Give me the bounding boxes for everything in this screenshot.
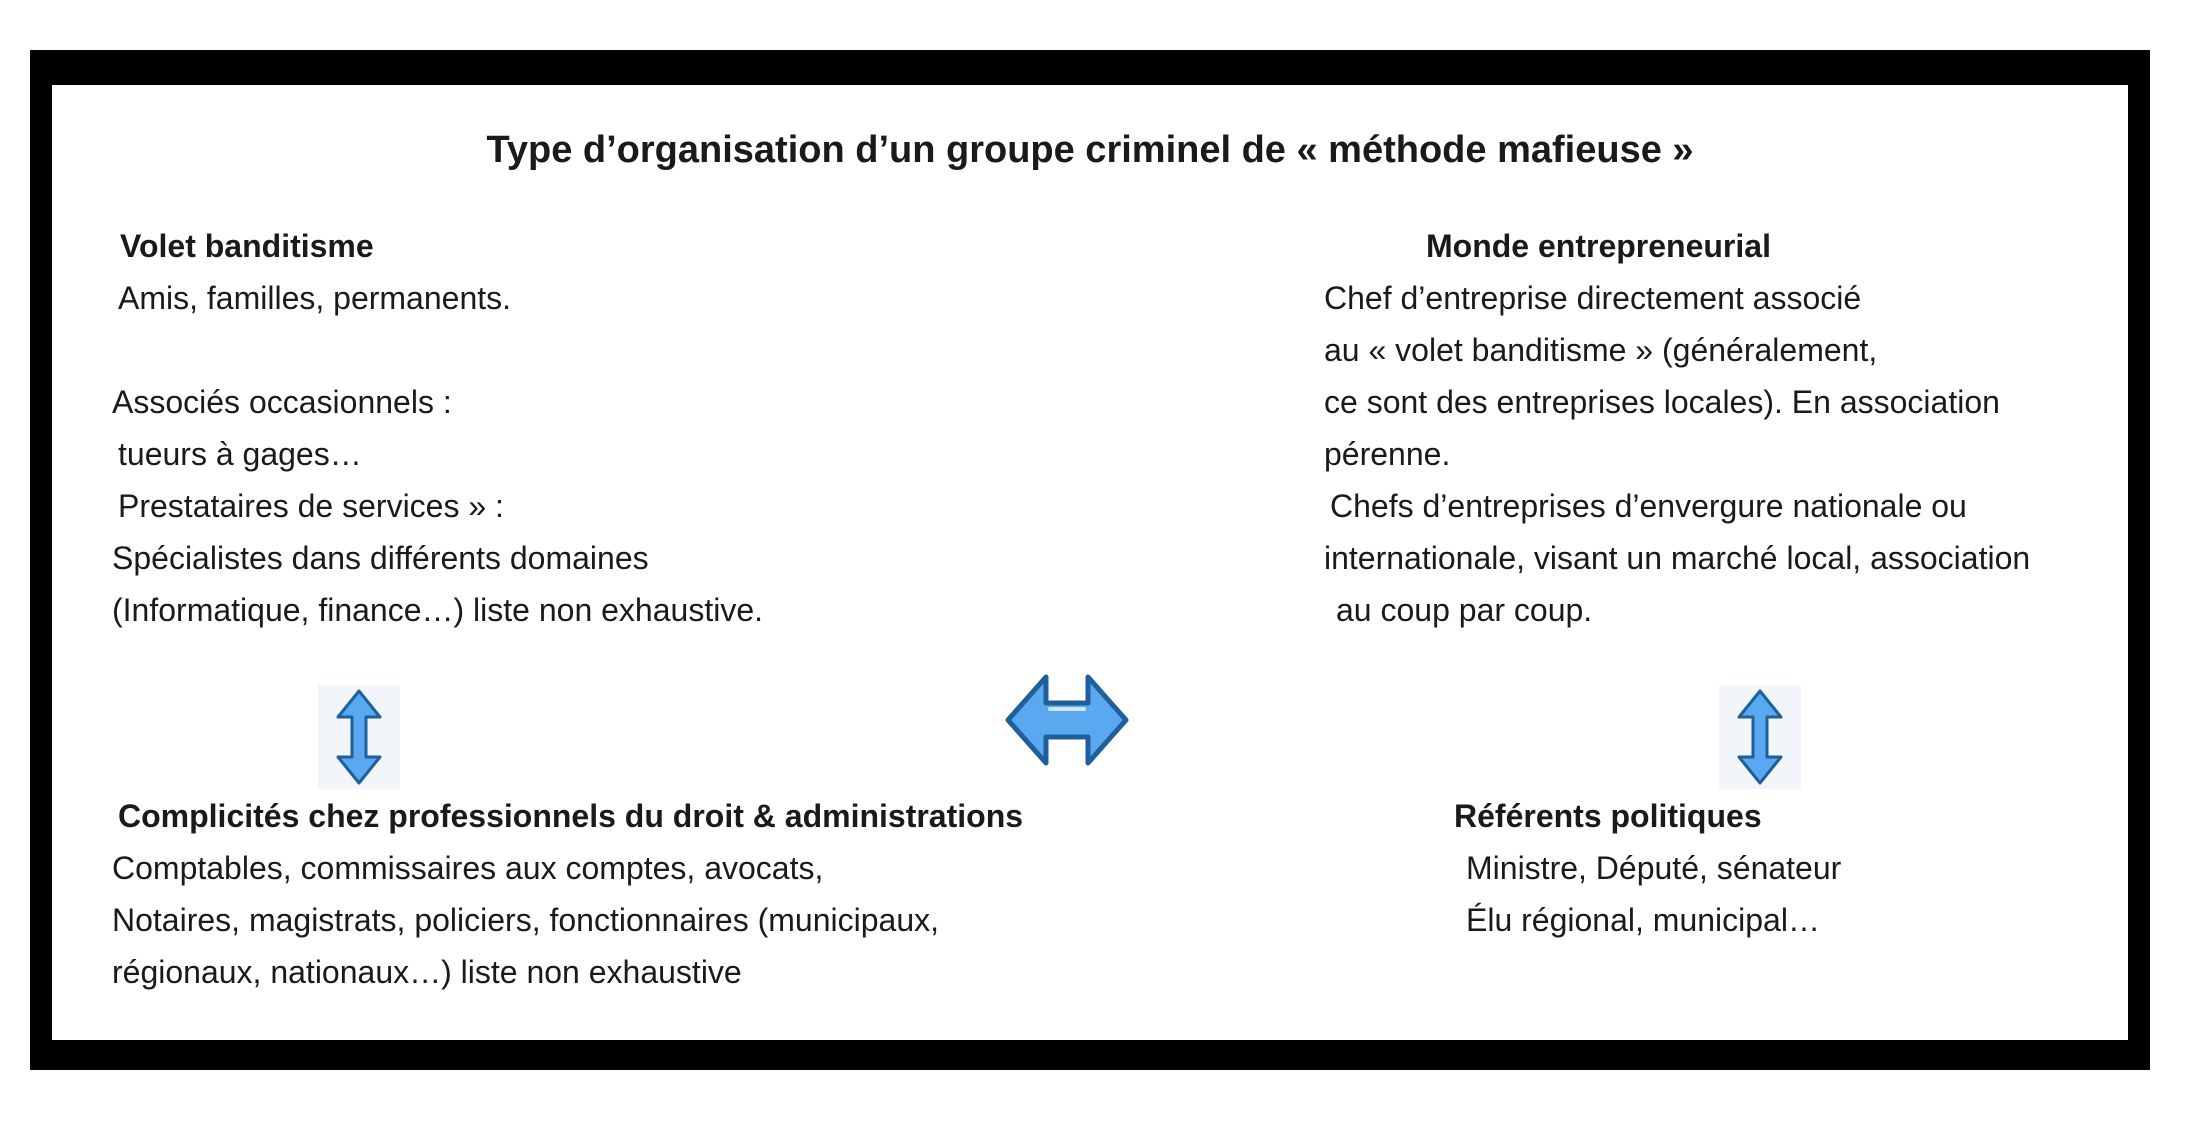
- referents-politiques-heading: Référents politiques: [1454, 798, 1762, 834]
- left-right-arrow-icon: [1002, 665, 1132, 775]
- volet-banditisme-heading: Volet banditisme: [120, 228, 374, 264]
- complicites-line: régionaux, nationaux…) liste non exhaustive: [112, 954, 742, 990]
- entrepreneurial-line: pérenne.: [1324, 436, 1451, 472]
- banditisme-line: (Informatique, finance…) liste non exhaustive.: [112, 592, 763, 628]
- banditisme-line: tueurs à gages…: [118, 436, 362, 472]
- banditisme-line: Associés occasionnels :: [112, 384, 452, 420]
- spacer: [112, 324, 763, 376]
- volet-banditisme-block: [112, 220, 763, 636]
- banditisme-line: Amis, familles, permanents.: [118, 280, 512, 316]
- complicites-line: Comptables, commissaires aux comptes, avocats,: [112, 850, 824, 886]
- monde-entrepreneurial-block: [1324, 220, 2030, 636]
- entrepreneurial-line: Chef d’entreprise directement associé: [1324, 280, 1862, 316]
- banditisme-line: Prestataires de services » :: [118, 488, 504, 524]
- up-down-arrow-icon: [1719, 685, 1801, 789]
- entrepreneurial-line: internationale, visant un marché local, association: [1324, 540, 2031, 576]
- referents-line: Élu régional, municipal…: [1466, 902, 1820, 938]
- diagram-panel: [52, 85, 2128, 1040]
- referents-politiques-block: [1442, 790, 1841, 946]
- entrepreneurial-line: Chefs d’entreprises d’envergure nationale ou: [1330, 488, 1967, 524]
- entrepreneurial-line: au « volet banditisme » (généralement,: [1324, 332, 1878, 368]
- complicites-heading: Complicités chez professionnels du droit & administrations: [118, 798, 1024, 834]
- complicites-line: Notaires, magistrats, policiers, fonctionnaires (municipaux,: [112, 902, 939, 938]
- banditisme-line: Spécialistes dans différents domaines: [112, 540, 649, 576]
- entrepreneurial-line: au coup par coup.: [1336, 592, 1593, 628]
- monde-entrepreneurial-heading: Monde entrepreneurial: [1426, 228, 1771, 264]
- complicites-block: [112, 790, 1023, 998]
- diagram-title: Type d’organisation d’un groupe criminel de « méthode mafieuse »: [486, 129, 1694, 171]
- referents-line: Ministre, Député, sénateur: [1466, 850, 1842, 886]
- entrepreneurial-line: ce sont des entreprises locales). En association: [1324, 384, 2000, 420]
- up-down-arrow-icon: [318, 685, 400, 789]
